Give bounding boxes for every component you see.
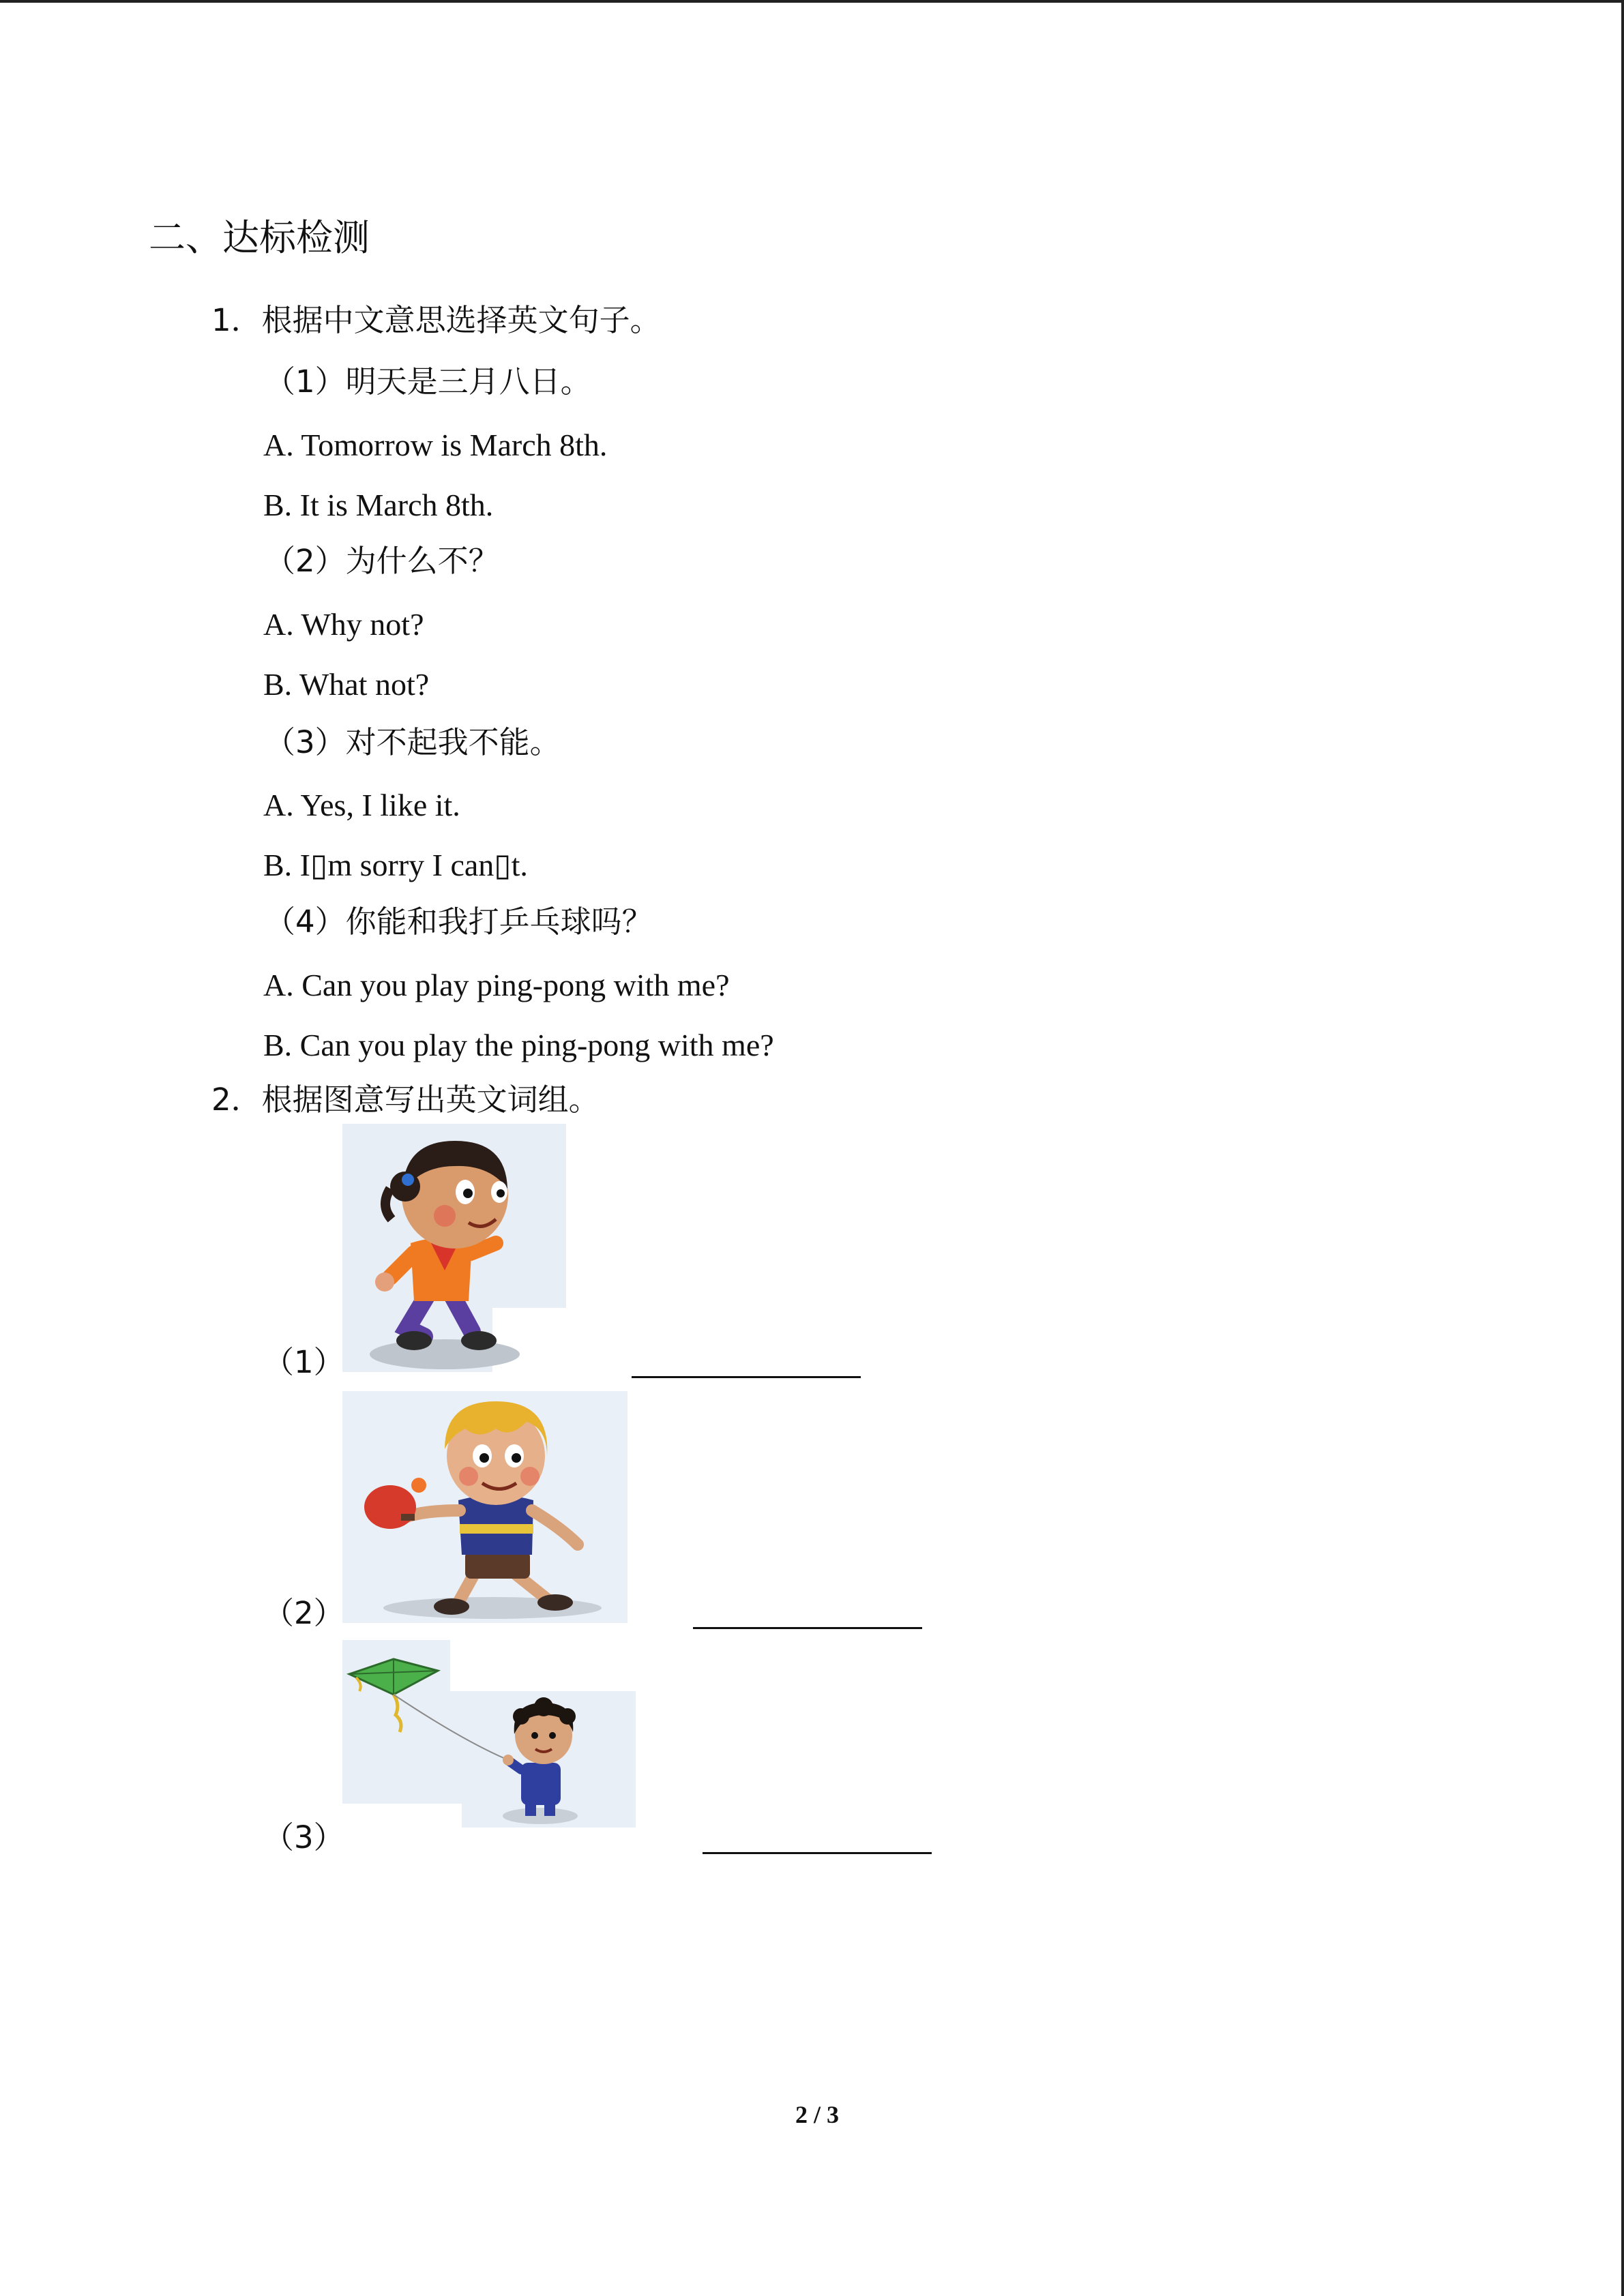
question-1-item-2-prompt: （2）为什么不？ [265, 543, 499, 579]
question-1-item-3-option-a: A. Yes, I like it. [263, 788, 460, 822]
page-border-top [0, 0, 1624, 3]
question-1-title: 1．根据中文意思选择英文句子。 [211, 302, 661, 338]
question-1-item-4-prompt: （4）你能和我打乒乓球吗？ [265, 904, 653, 940]
question-2-item-1-label: （1） [263, 1344, 344, 1380]
question-1-item-3-prompt: （3）对不起我不能。 [265, 724, 561, 760]
question-1-item-1-prompt: （1）明天是三月八日。 [265, 363, 591, 400]
question-2-title: 2．根据图意写出英文词组。 [211, 1082, 600, 1118]
question-1-item-2-option-a: A. Why not? [263, 607, 424, 642]
question-1-item-3-option-b: B. I▯m sorry I can▯t. [263, 848, 528, 882]
question-1-item-1-option-b: B. It is March 8th. [263, 488, 494, 522]
answer-blank-1[interactable] [632, 1376, 861, 1378]
question-1-item-2-option-b: B. What not? [263, 667, 430, 702]
question-1-item-1-option-a: A. Tomorrow is March 8th. [263, 428, 608, 462]
girl-running-icon [342, 1124, 566, 1372]
boy-flying-kite-icon [342, 1640, 636, 1847]
page-number: 2 / 3 [795, 2101, 840, 2128]
question-1-item-4-option-b: B. Can you play the ping-pong with me? [263, 1028, 774, 1062]
answer-blank-3[interactable] [703, 1852, 932, 1854]
question-1-item-4-option-a: A. Can you play ping-pong with me? [263, 968, 730, 1002]
boy-playing-ping-pong-icon [342, 1391, 628, 1623]
answer-blank-2[interactable] [693, 1627, 922, 1629]
page-border-right [1621, 0, 1624, 2296]
question-2-item-2-label: （2） [263, 1595, 344, 1631]
section-heading: 二、达标检测 [149, 216, 370, 259]
question-2-item-3-label: （3） [263, 1819, 344, 1855]
